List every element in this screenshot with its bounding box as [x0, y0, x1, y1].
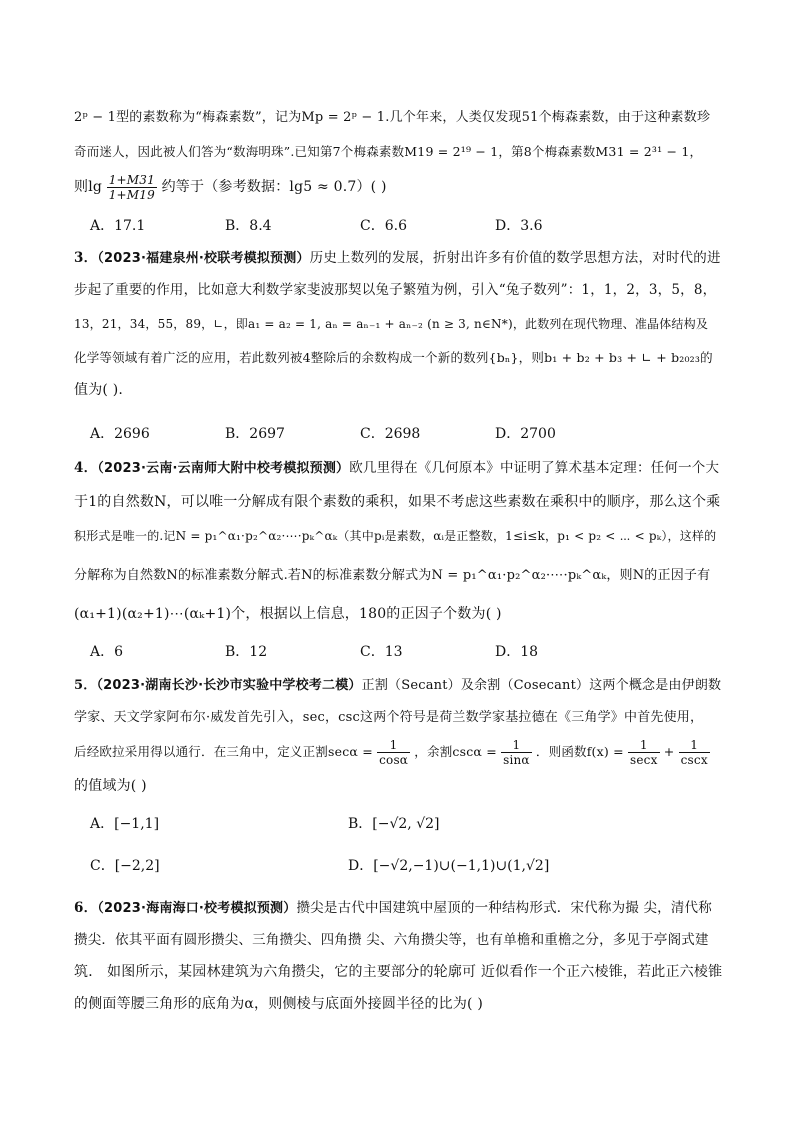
q3-line-5: 值为( ).	[74, 382, 124, 398]
q3-number: 3．	[74, 250, 98, 266]
q4-line-4: 分解称为自然数N的标准素数分解式.若N的标准素数分解式为N = p₁^α₁·p₂^α₂·⋯·pₖ^αₖ，则N的正因子有	[74, 568, 711, 583]
q5-number: 5．	[74, 678, 97, 693]
q2-line-3	[74, 172, 724, 202]
q6-line-1	[74, 898, 724, 919]
q2-fraction	[107, 173, 157, 202]
q2-option-d: D．3.6	[495, 218, 543, 234]
q2-fraction-numerator: 1+M31	[108, 172, 155, 187]
q4-text-1: 欧几里得在《几何原本》中证明了算术基本定理：任何一个大	[349, 460, 720, 476]
q2-line-2: 奇而迷人，因此被人们答为“数海明珠”.已知第7个梅森素数M19 = 2¹⁹ − 1，第8个梅森素数M31 = 2³¹ − 1，	[74, 144, 703, 159]
q5-line-1	[74, 676, 724, 696]
q5-option-c: C．[−2,2]	[90, 858, 160, 874]
q4-option-a: A．6	[90, 644, 124, 660]
q4-line-2: 于1的自然数N，可以唯一分解成有限个素数的乘积，如果不考虑这些素数在乘积中的顺序，那么这个乘	[74, 494, 721, 510]
q4-option-b: B．12	[225, 644, 268, 660]
q5-fraction-f2-num: 1	[679, 738, 710, 753]
q5-plus: +	[663, 744, 675, 759]
q4-number: 4．	[74, 460, 98, 476]
q6-line-3: 筑． 如图所示，某园林建筑为六角攒尖，它的主要部分的轮廓可 近似看作一个正六棱锥，若此正六棱锥	[74, 964, 723, 980]
q3-source: （2023·福建泉州·校联考模拟预测）	[97, 251, 310, 266]
q6-number: 6．	[74, 900, 98, 916]
q3-option-c: C．2698	[360, 426, 421, 442]
q5-text-1: 正割（Secant）及余割（Cosecant）这两个概念是由伊朗数	[361, 678, 722, 693]
q4-line-3: 积形式是唯一的.记N = p₁^α₁·p₂^α₂·⋯·pₖ^αₖ（其中pᵢ是素数，αᵢ是正整数，1≤i≤k，p₁ < p₂ < ⋯ < pₖ），这样的	[74, 529, 717, 543]
q4-source: （2023·云南·云南师大附中校考模拟预测）	[97, 461, 350, 476]
q5-option-a: A．[−1,1]	[90, 816, 160, 832]
q5-fraction-csc-den: sinα	[503, 753, 530, 767]
q5-fraction-f1-num: 1	[628, 738, 660, 753]
q5-fraction-f2-den: cscx	[680, 753, 708, 767]
q5-fraction-csc	[501, 738, 532, 767]
q4-option-c: C．13	[360, 644, 403, 660]
q2-option-b: B．8.4	[225, 218, 272, 234]
q6-text-1: 攒尖是古代中国建筑中屋顶的一种结构形式．宋代称为撮 尖，清代称	[296, 900, 712, 916]
q5-fraction-f2	[679, 738, 710, 767]
q5-line-3-b: ，余割cscα =	[414, 744, 497, 759]
q5-line-4: 的值域为( )	[74, 778, 147, 794]
q5-fraction-sec	[377, 738, 410, 767]
q4-line-5: (α₁+1)(α₂+1)⋯(αₖ+1)个，根据以上信息，180的正因子个数为( )	[74, 606, 502, 622]
q3-option-b: B．2697	[225, 426, 285, 442]
q4-option-d: D．18	[495, 644, 539, 660]
q5-line-3	[74, 736, 724, 768]
q5-source: （2023·湖南长沙·长沙市实验中学校考二模）	[96, 678, 362, 693]
q6-source: （2023·海南海口·校考模拟预测）	[97, 901, 297, 916]
q5-line-3-a: 后经欧拉采用得以通行．在三角中，定义正割secα =	[74, 744, 373, 759]
q3-option-d: D．2700	[495, 426, 556, 442]
q4-line-1	[74, 458, 724, 479]
q5-line-3-c: ．则函数f(x) =	[535, 744, 624, 759]
q3-line-4: 化学等领域有着广泛的应用，若此数列被4整除后的余数构成一个新的数列{bₙ}，则b₁ + b₂ + b₃ + ∟ + b₂₀₂₃的	[74, 350, 713, 365]
q2-line-3-a: 则lg	[74, 179, 103, 195]
q3-line-2: 步起了重要的作用，比如意大利数学家斐波那契以兔子繁殖为例，引入“兔子数列”：1，1，2，3，5，8，	[74, 282, 717, 298]
q6-line-2: 攒尖．依其平面有圆形攒尖、三角攒尖、四角攒 尖、六角攒尖等，也有单檐和重檐之分，多见于亭阁式建	[74, 932, 709, 948]
q5-option-d: D．[−√2,−1)∪(−1,1)∪(1,√2]	[348, 858, 550, 874]
q2-line-3-b: 约等于（参考数据：lg5 ≈ 0.7）( )	[161, 179, 387, 195]
q5-option-b: B．[−√2, √2]	[348, 816, 440, 832]
q2-option-c: C．6.6	[360, 218, 407, 234]
q5-line-2: 学家、天文学家阿布尔·威发首先引入，sec，csc这两个符号是荷兰数学家基拉德在《三角学》中首先使用，	[74, 710, 704, 725]
q5-fraction-sec-den: cosα	[379, 753, 409, 767]
q2-option-a: A．17.1	[90, 218, 146, 234]
q5-fraction-f1	[628, 738, 660, 767]
q5-fraction-csc-num: 1	[501, 738, 532, 753]
q5-fraction-f1-den: secx	[630, 753, 658, 767]
q2-fraction-denominator: 1+M19	[108, 187, 155, 202]
q3-option-a: A．2696	[90, 426, 150, 442]
q2-line-1: 2ᵖ − 1型的素数称为“梅森素数”，记为Mp = 2ᵖ − 1.几个年来，人类仅发现51个梅森素数，由于这种素数珍	[74, 110, 711, 125]
q3-text-1: 历史上数列的发展，折射出许多有价值的数学思想方法，对时代的进	[309, 250, 721, 266]
q6-line-4: 的侧面等腰三角形的底角为α，则侧棱与底面外接圆半径的比为( )	[74, 996, 484, 1012]
q5-fraction-sec-num: 1	[377, 738, 410, 753]
q3-line-1	[74, 248, 724, 269]
q3-line-3: 13，21，34，55，89，∟，即a₁ = a₂ = 1, aₙ = aₙ₋₁ + aₙ₋₂ (n ≥ 3, n∈N*)，此数列在现代物理、准晶体结构及	[74, 317, 709, 331]
